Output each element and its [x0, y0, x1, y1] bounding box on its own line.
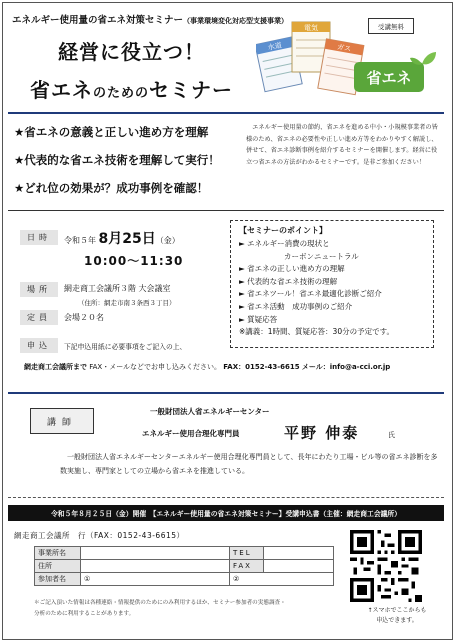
attendee-1-field[interactable] — [81, 573, 230, 586]
date-main: 8月25日 — [98, 231, 156, 247]
seminar-header-title — [12, 12, 288, 26]
tel-label: TEL — [230, 547, 264, 560]
bill-label-electric: 電気 — [304, 24, 318, 32]
points-item: ► 省エネ活動 成功事例のご紹介 — [239, 301, 353, 311]
key-point-1: ★省エネの意義と正しい進め方を理解 — [14, 125, 209, 139]
fax-field[interactable] — [264, 560, 334, 573]
points-item: ► 質疑応答 — [239, 314, 278, 324]
title-divider — [8, 112, 444, 114]
bill-label-gas: ガス — [336, 42, 352, 54]
privacy-note-2: 分析のために利用することがあります。 — [34, 611, 135, 617]
attendee-2-field[interactable] — [230, 573, 334, 586]
qr-caption-line-1: ↑スマホでここからも — [367, 607, 427, 614]
company-field[interactable] — [81, 547, 230, 560]
attendees-label: 参加者名 — [35, 573, 81, 586]
logo-text: 省エネ — [366, 69, 412, 87]
details-divider — [8, 210, 444, 211]
contact-fax: FAX：0152-43-6615 — [223, 363, 300, 371]
fax-label: FAX — [230, 560, 264, 573]
qr-caption-line-2: 申込できます。 — [376, 617, 418, 624]
points-note: ※講義：1時間、質疑応答：30分の予定です。 — [239, 327, 394, 337]
utility-bills-illustration — [256, 16, 366, 102]
place-label: 場所 — [20, 282, 58, 297]
date-prefix: 令和５年 — [64, 236, 96, 245]
points-item: ► エネルギー消費の現状と — [239, 239, 330, 248]
lecturer-suffix: 氏 — [388, 431, 395, 439]
privacy-notes — [34, 598, 354, 620]
capacity-label: 定員 — [20, 310, 58, 325]
application-form — [34, 546, 334, 586]
capacity-value: 会場２０名 — [64, 313, 104, 322]
tel-field[interactable] — [264, 547, 334, 560]
qr-caption — [360, 606, 434, 626]
points-list — [239, 238, 425, 339]
points-item: ► 省エネの正しい進め方の理解 — [239, 264, 345, 274]
address-label: 住所 — [35, 560, 81, 573]
points-item: ► 省エネツール！省エネ最適化診断ご紹介 — [239, 289, 382, 299]
contact-line — [24, 362, 390, 372]
bill-label-water: 水道 — [267, 41, 283, 53]
header-title-main: エネルギー使用量の省エネ対策セミナー — [12, 15, 184, 26]
points-title: 【セミナーのポイント】 — [239, 226, 327, 235]
attendee-1-number: ① — [84, 575, 91, 583]
lecturer-title: エネルギー使用合理化専門員 — [142, 429, 240, 438]
qr-code[interactable] — [350, 530, 422, 602]
apply-value: 下記申込用紙に必要事項をご記入の上、 — [64, 343, 187, 351]
points-item: カーボンニュートラル — [239, 251, 359, 261]
lecturer-description: 一般財団法人省エネルギーセンターエネルギー使用合理化専門員として、長年にわたり工場・ビル等の省エネ診断を多数実施し、専門家としての立場から省エネを推進している。 — [60, 453, 438, 475]
contact-org: 網走商工会議所まで — [24, 363, 87, 371]
lecturer-org: 一般財団法人省エネルギーセンター — [150, 407, 270, 416]
hero-line-2 — [30, 74, 233, 103]
hero-line-2-c: セミナー — [149, 78, 234, 102]
lecturer-divider — [8, 392, 444, 394]
apply-label: 申込 — [20, 338, 58, 353]
lecturer-label: 講師 — [30, 408, 94, 434]
contact-mail: メール：info@a-cci.or.jp — [301, 363, 391, 371]
company-label: 事業所名 — [35, 547, 81, 560]
key-point-2: ★代表的な省エネ技術を理解して実行！ — [14, 153, 220, 167]
intro-text: エネルギー使用量の節約、省エネを進める中小・小規模事業者の皆様のため、省エネの必要性や正しい進め方等をわかりやすく解説し、併せて、省エネ診断事例を紹介するセミナーを開催します。経営に役立つ省エネの方法がわかるセミナーです。是非ご参加ください！ — [246, 124, 438, 166]
shouene-logo — [352, 50, 438, 96]
cut-line — [8, 497, 444, 498]
free-badge: 受講無料 — [368, 18, 414, 34]
points-item: ► 代表的な省エネ技術の理解 — [239, 276, 338, 286]
seminar-points-box — [230, 220, 434, 348]
application-header: 令和５年８月２５日（金）開催 【エネルギー使用量の省エネ対策セミナー】受講申込書（主催：網走商工会議所） — [8, 505, 444, 521]
application-to: 網走商工会議所 行（FAX：0152-43-6615） — [14, 531, 185, 540]
privacy-note-1: ＊ご記入頂いた情報は各種連絡・情報提供のためにのみ利用するほか、セミナー参加者の実態調査・ — [34, 600, 286, 606]
place-value: 網走商工会議所３階 大会議室 — [64, 284, 171, 293]
date-label: 日時 — [20, 230, 58, 245]
lecturer-name: 平野 伸泰 — [284, 424, 360, 442]
hero-line-2-b: のための — [93, 86, 150, 101]
header-title-sub: （事業環境変化対応型支援事業） — [183, 17, 289, 25]
hero-line-2-a: 省エネ — [30, 78, 93, 102]
date-dow: （金） — [155, 236, 180, 245]
time-value: 10:00～11:30 — [84, 254, 184, 268]
date-value — [64, 228, 180, 248]
contact-text: FAX・メールなどでお申し込みください。 — [89, 363, 222, 371]
address-field[interactable] — [81, 560, 230, 573]
hero-line-1: 経営に役立つ！ — [58, 40, 205, 64]
place-address: （住所：網走市南３条西３丁目） — [78, 299, 176, 307]
key-point-3: ★どれ位の効果が？成功事例を確認！ — [14, 181, 209, 195]
attendee-2-number: ② — [233, 575, 240, 583]
key-points-list — [14, 124, 234, 208]
